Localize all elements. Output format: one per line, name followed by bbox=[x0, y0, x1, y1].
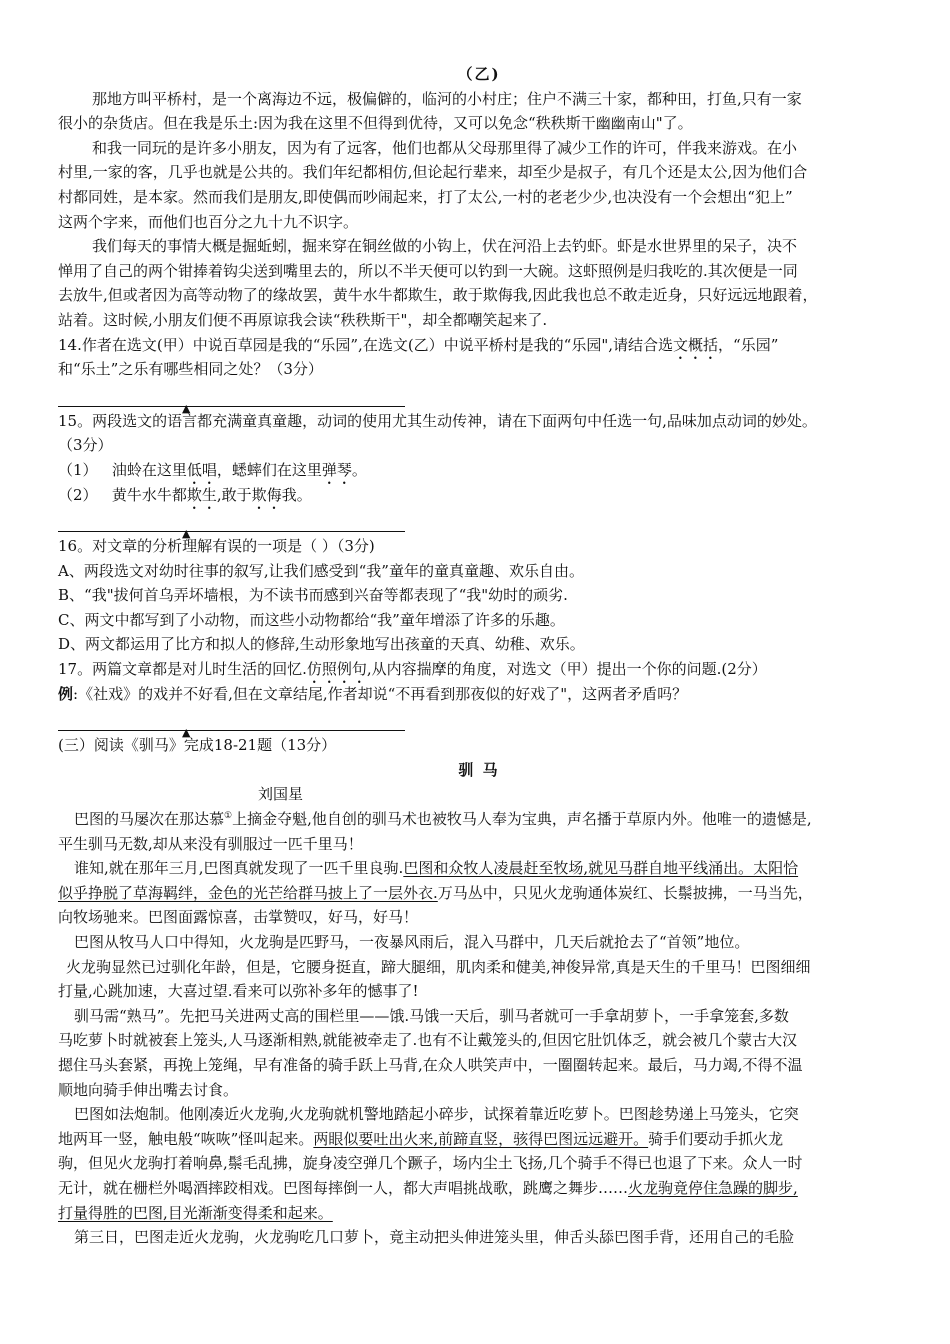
paragraph-text: 巴图的马屡次在那达慕 bbox=[74, 810, 225, 829]
q16-option-a[interactable]: A、两段选文对幼时往事的叙写,让我们感受到“我”童年的童真童趣、欢乐自由。 bbox=[58, 561, 584, 580]
underlined-sentence: 似乎挣脱了草海羁绊，金色的光芒给群马披上了一层外衣. bbox=[58, 883, 438, 902]
option-number: （2） bbox=[58, 485, 98, 504]
q14-line-2: 和“乐土”之乐有哪些相同之处？（3分） bbox=[58, 360, 323, 379]
option-text: 我。 bbox=[281, 485, 312, 504]
answer-marker-triangle: ▲ bbox=[182, 401, 191, 415]
option-text: 油蛉在这里 bbox=[111, 460, 187, 479]
dotted-verb: 弹琴 bbox=[321, 460, 352, 479]
article-line: 向牧场驰来。巴图面露惊喜，击掌赞叹，好马，好马！ bbox=[58, 908, 419, 927]
answer-line-q17[interactable] bbox=[58, 706, 405, 740]
question-17 bbox=[58, 657, 900, 682]
article-paragraph bbox=[58, 807, 900, 832]
example-text: :《社戏》的戏并不好看,但在文章结尾,作者却说“不再看到那夜似的好戏了"，这两者矛盾吗？ bbox=[73, 684, 688, 703]
footnote-marker: ① bbox=[224, 811, 233, 822]
passage-yi-line: 这两个字来，而他们也百分之九十九不识字。 bbox=[58, 212, 359, 231]
paragraph-text: 谁知,就在那年三月,巴图真就发现了一匹千里良驹. bbox=[74, 859, 404, 878]
article-paragraph bbox=[58, 856, 900, 881]
underlined-sentence: 火龙驹竟停住急躁的脚步, bbox=[628, 1178, 798, 1197]
passage-yi-line: 和我一同玩的是许多小朋友，因为有了远客，他们也都从父母那里得了减少工作的许可，伴我来游戏。在小 bbox=[92, 138, 798, 157]
passage-yi-line: 惮用了自己的两个钳捧着钩尖送到嘴里去的，所以不半天便可以钓到一大碗。这虾照例是归我吃的.其次便是一同 bbox=[58, 261, 798, 280]
option-text: ,敢于 bbox=[216, 485, 252, 504]
example-label: 例 bbox=[58, 684, 74, 703]
article-line: 驹，但见火龙驹打着响鼻,鬃毛乱拂，旋身凌空弹几个蹶子，场内尘土飞扬,几个骑手不得已也退了下来。众人一时 bbox=[58, 1154, 803, 1173]
article-title: 驯 马 bbox=[458, 760, 500, 779]
q17-dotted-keyword: 仿照例句 bbox=[306, 660, 367, 679]
q16-option-b[interactable]: B、“我"拔何首乌弄坏墙根，为不读书而感到兴奋等都表现了“我"幼时的顽劣. bbox=[58, 586, 568, 605]
article-line: 打量,心跳加速，大喜过望.看来可以弥补多年的憾事了! bbox=[58, 982, 419, 1001]
underlined-sentence: 两眼似要吐出火来,前蹄直竖，骇得巴图远远避开。 bbox=[313, 1129, 649, 1148]
question-16: 16。对文章的分析理解有误的一项是（ ）（3分) bbox=[58, 537, 375, 556]
answer-line-q14[interactable] bbox=[58, 382, 405, 415]
part-3-heading: (三）阅读《驯马》完成18-21题（13分） bbox=[58, 736, 337, 755]
article-line: 马吃萝卜时就被套上笼头,人马逐渐相熟,就能被牵走了.也有不让戴笼头的,但因它肚饥体乏，就会被几个蒙古大汉 bbox=[58, 1031, 798, 1050]
q14-text: 14.作者在选文(甲）中说百草园是我的“乐园”,在选文(乙）中说平桥村是我的“乐园",请结合选 bbox=[58, 335, 674, 354]
article-paragraph: 驯马需“熟马”。先把马关进两丈高的围栏里——饿.马饿一天后，驯马者就可一手拿胡萝卜，一手拿笼套,多数 bbox=[74, 1006, 789, 1025]
article-line: 顺地向骑手伸出嘴去讨食。 bbox=[58, 1080, 239, 1099]
article-line bbox=[58, 1201, 900, 1226]
document-page bbox=[58, 62, 900, 1250]
answer-marker-triangle: ▲ bbox=[182, 527, 191, 541]
paragraph-text: 万马丛中，只见火龙驹通体炭红、长鬃披拂，一马当先， bbox=[437, 883, 813, 902]
q17-text-tail: ,从内容揣摩的角度，对选文（甲）提出一个你的问题.(2分） bbox=[366, 660, 767, 679]
article-paragraph: 巴图从牧马人口中得知，火龙驹是匹野马，一夜暴风雨后，混入马群中，几天后就抢去了“首领”地位。 bbox=[74, 933, 750, 951]
option-text: ，蟋蟀们在这里 bbox=[216, 460, 322, 479]
q14-text-tail: ，“乐园” bbox=[718, 335, 779, 354]
dotted-verb: 欺生 bbox=[186, 485, 217, 504]
dotted-verb: 欺侮 bbox=[251, 485, 282, 504]
paragraph-text: 地两耳一竖，触电般“咴咴”怪叫起来。 bbox=[58, 1129, 314, 1148]
passage-yi-line: 站着。这时候,小朋友们便不再原谅我会读“秩秩斯干"，却全都嘲笑起来了. bbox=[58, 310, 548, 329]
passage-yi-line: 我们每天的事情大概是掘蚯蚓，掘来穿在铜丝做的小钩上，伏在河沿上去钓虾。虾是水世界里的呆子，决不 bbox=[92, 237, 798, 256]
q15-line-2: （3分） bbox=[58, 436, 113, 455]
article-line bbox=[58, 881, 900, 906]
passage-yi-line: 去放牛,但或者因为高等动物了的缘故罢，黄牛水牛都欺生，敢于欺侮我,因此我也总不敢走近身，只好远远地跟着， bbox=[58, 286, 818, 305]
passage-yi-line: 村里,一家的客，几乎也就是公共的。我们年纪都相仿,但论起行辈来，却至少是叔子，有几个还是太公,因为他们合 bbox=[58, 163, 808, 182]
underlined-sentence: 巴图和众牧人凌晨赶至牧场,就见马群自地平线涌出。太阳恰 bbox=[403, 859, 799, 878]
question-15: 15。两段选文的语言都充满童真童趣，动词的使用尤其生动传神，请在下面两句中任选一句,品味加点动词的妙处。 bbox=[58, 411, 817, 430]
answer-line-q15[interactable] bbox=[58, 507, 405, 541]
q16-option-c[interactable]: C、两文中都写到了小动物，而这些小动物都给“我”童年增添了许多的乐趣。 bbox=[58, 610, 565, 629]
q14-dotted-keyword: 文概括 bbox=[673, 335, 719, 354]
option-number: （1） bbox=[58, 460, 98, 479]
article-author: 刘国星 bbox=[258, 785, 304, 804]
paragraph-text: 上摘金夺魁,他自创的驯马术也被牧马人奉为宝典，声名播于草原内外。他唯一的遗憾是, bbox=[232, 810, 812, 829]
paragraph-text: 无计，就在栅栏外喝酒摔跤相戏。巴图每摔倒一人，都大声唱挑战歌，跳鹰之舞步…… bbox=[58, 1178, 629, 1197]
article-line: 摁住马头套紧，再挽上笼绳，早有准备的骑手跃上马背,在众人哄笑声中，一圈圈转起来。最后，马力竭,不得不温 bbox=[58, 1055, 803, 1074]
q15-option-2 bbox=[58, 483, 900, 508]
option-text: 黄牛水牛都 bbox=[111, 485, 187, 504]
article-line bbox=[58, 1176, 900, 1201]
article-paragraph: 第三日，巴图走近火龙驹，火龙驹吃几口萝卜，竟主动把头伸进笼头里，伸舌头舔巴图手背，还用自己的毛脸 bbox=[74, 1228, 795, 1247]
q17-example bbox=[58, 682, 900, 707]
section-yi-title: （乙) bbox=[457, 65, 501, 83]
q17-text: 17。两篇文章都是对儿时生活的回忆. bbox=[58, 660, 307, 679]
passage-yi-line: 很小的杂货店。但在我是乐土:因为我在这里不但得到优待，又可以免念“秩秩斯干幽幽南山"了。 bbox=[58, 114, 693, 133]
article-paragraph: 火龙驹显然已过驯化年龄，但是，它腰身挺直，蹄大腿细，肌肉柔和健美,神俊异常,真是天生的千里马！巴图细细 bbox=[66, 957, 811, 976]
q15-option-1 bbox=[58, 458, 900, 483]
answer-marker-triangle: ▲ bbox=[182, 726, 191, 740]
article-paragraph: 巴图如法炮制。他刚凑近火龙驹,火龙驹就机警地踏起小碎步，试探着靠近吃萝卜。巴图趁势递上马笼头，它突 bbox=[74, 1105, 799, 1124]
passage-yi-line: 村都同姓，是本家。然而我们是朋友,即使偶而吵闹起来，打了太公,一村的老老少少,也决没有一个会想出“犯上” bbox=[58, 187, 793, 206]
q16-option-d[interactable]: D、两文都运用了比方和拟人的修辞,生动形象地写出孩童的天真、幼稚、欢乐。 bbox=[58, 635, 585, 654]
paragraph-text: 骑手们要动手抓火龙 bbox=[648, 1129, 784, 1148]
question-14 bbox=[58, 333, 900, 358]
underlined-sentence: 打量得胜的巴图,目光渐渐变得柔和起来。 bbox=[58, 1203, 333, 1222]
dotted-verb: 低唱 bbox=[186, 460, 217, 479]
passage-yi-line: 那地方叫平桥村，是一个离海边不远，极偏僻的，临河的小村庄；住户不满三十家，都种田，打鱼,只有一家 bbox=[92, 89, 802, 108]
article-line: 平生驯马无数,却从来没有驯服过一匹千里马！ bbox=[58, 834, 363, 853]
option-text: 。 bbox=[351, 460, 367, 479]
article-line bbox=[58, 1127, 900, 1152]
